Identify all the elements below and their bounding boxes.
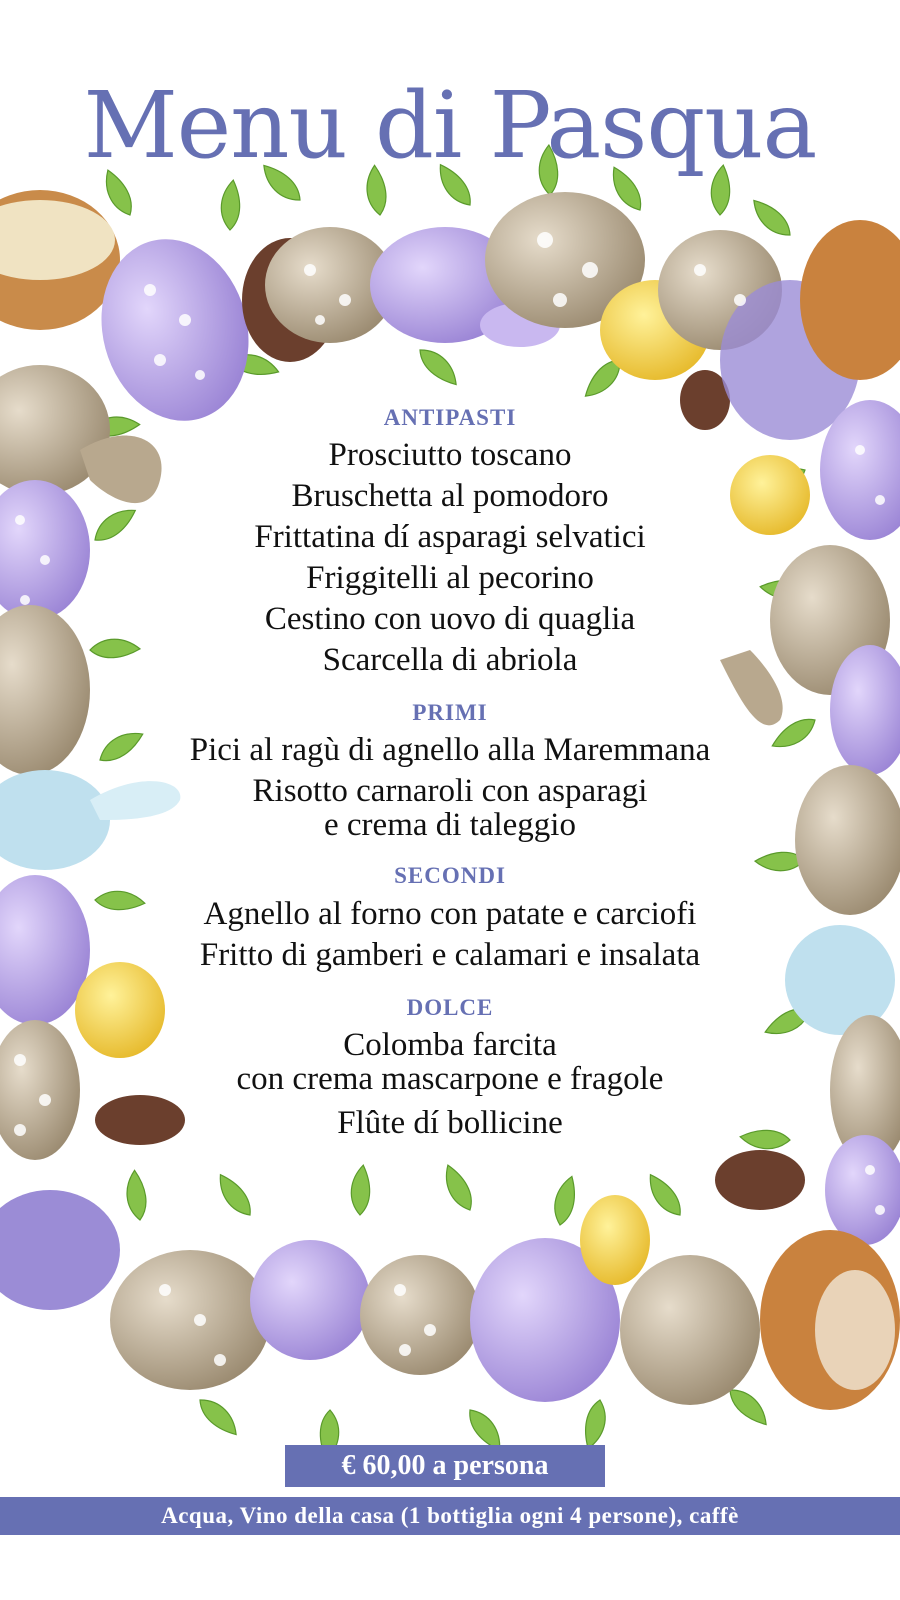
menu-item: Frittatina dí asparagi selvatici xyxy=(254,519,646,555)
menu-title: Menu di Pasqua xyxy=(83,72,817,179)
menu-item: Friggitelli al pecorino xyxy=(306,560,594,596)
menu-item: Flûte dí bollicine xyxy=(337,1105,563,1141)
menu-item: Agnello al forno con patate e carciofi xyxy=(203,896,697,932)
menu-item: Cestino con uovo di quaglia xyxy=(264,601,636,637)
section-title-secondi: SECONDI xyxy=(394,863,506,888)
menu-item: Fritto di gamberi e calamari e insalata xyxy=(199,937,701,973)
menu-item: e crema di taleggio xyxy=(324,807,576,843)
menu-item: Prosciutto toscano xyxy=(328,437,572,473)
price-badge: € 60,00 a persona xyxy=(285,1445,605,1487)
footer-banner: Acqua, Vino della casa (1 bottiglia ogni 4 persone), caffè xyxy=(0,1497,900,1535)
menu-item: Bruschetta al pomodoro xyxy=(291,478,609,514)
menu-item: Pici al ragù di agnello alla Maremmana xyxy=(189,732,711,768)
section-title-primi: PRIMI xyxy=(412,700,488,725)
menu-item: Risotto carnaroli con asparagi xyxy=(252,773,648,809)
menu-item: Colomba farcita xyxy=(343,1027,557,1063)
menu-item: Scarcella di abriola xyxy=(322,642,578,678)
section-title-antipasti: ANTIPASTI xyxy=(383,405,517,430)
section-title-dolce: DOLCE xyxy=(406,995,494,1020)
menu-item: con crema mascarpone e fragole xyxy=(236,1061,664,1097)
